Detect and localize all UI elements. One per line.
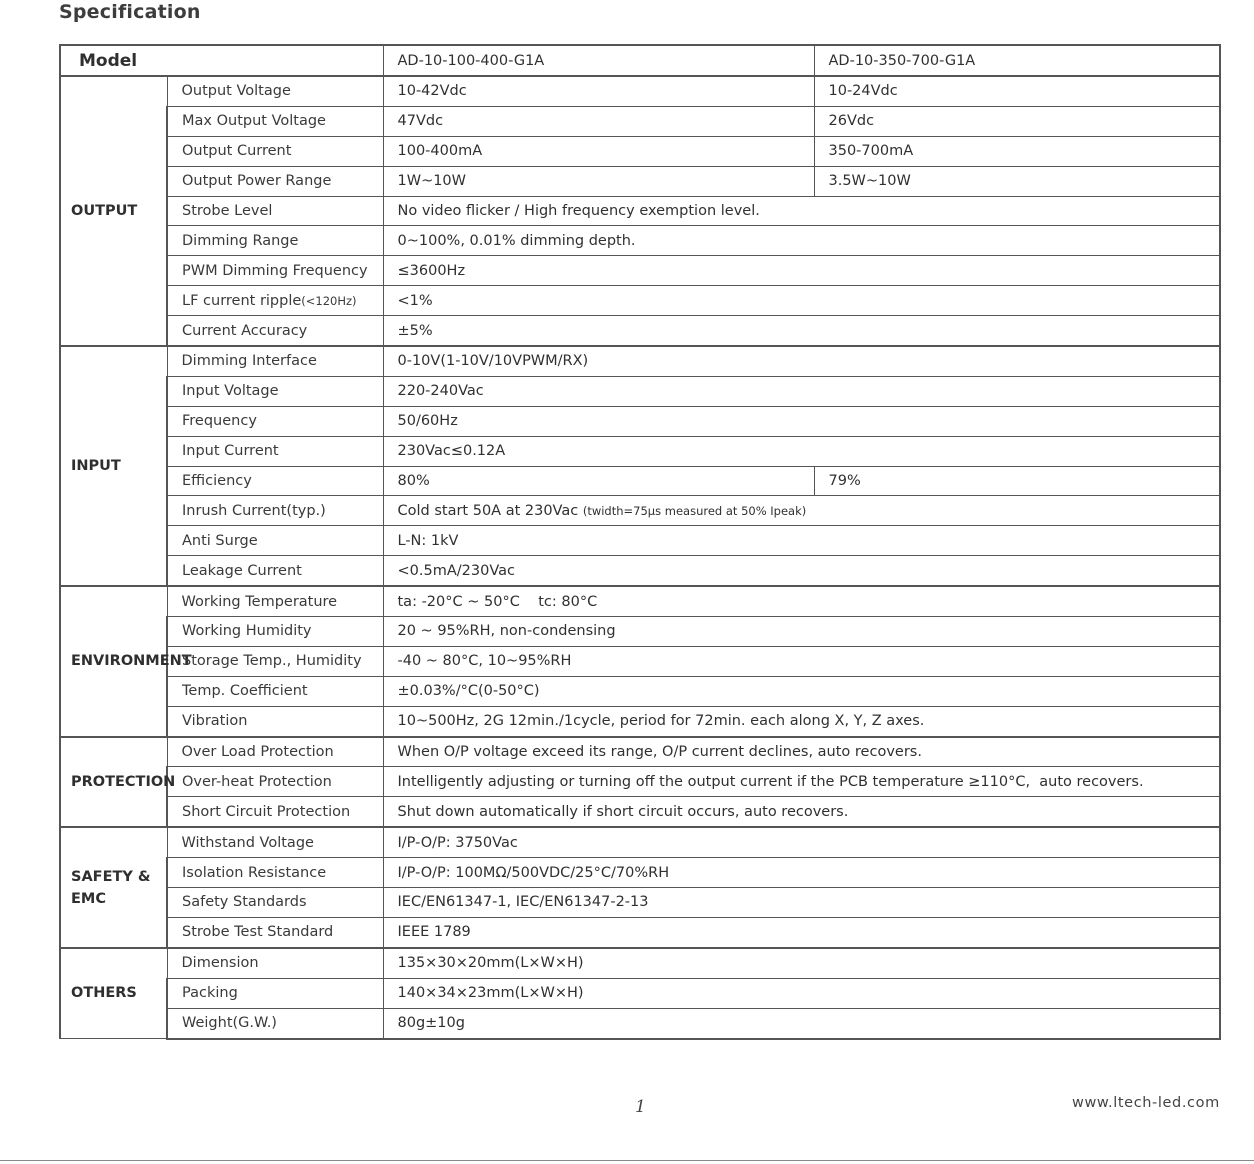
model-b-value: 79% (814, 466, 1220, 496)
parameter-name (167, 556, 383, 586)
parameter-label: Inrush Current(typ.) (182, 502, 326, 519)
parameter-name (167, 496, 383, 526)
parameter-label: Efficiency (182, 473, 252, 490)
value-cell (383, 858, 1220, 888)
parameter-label: Frequency (182, 413, 257, 430)
parameter-name (167, 106, 383, 136)
value-cell (383, 797, 1220, 827)
parameter-label: Current Accuracy (182, 322, 308, 339)
table-row (60, 827, 1220, 857)
parameter-label: Dimming Interface (181, 353, 317, 370)
value-text: L-N: 1kV (397, 532, 459, 549)
value-text: 135×30×20mm(L×W×H) (397, 955, 584, 972)
table-row (60, 526, 1220, 556)
table-row (60, 646, 1220, 676)
parameter-label: Working Temperature (181, 593, 338, 610)
table-row (60, 256, 1220, 286)
value-text: Intelligently adjusting or turning off the output current if the PCB temperature ≥110°C, auto recovers. (397, 773, 1144, 790)
parameter-name (167, 76, 383, 106)
table-header-row (60, 45, 1220, 76)
table-row (60, 978, 1220, 1008)
parameter-label: Isolation Resistance (182, 864, 327, 881)
table-row (60, 706, 1220, 736)
table-row (60, 1008, 1220, 1038)
parameter-label: Over-heat Protection (182, 773, 332, 790)
group-label: INPUT (60, 346, 167, 586)
parameter-label: Dimension (181, 955, 259, 972)
parameter-name (167, 888, 383, 918)
value-cell (383, 586, 1220, 616)
value-text: 0~100%, 0.01% dimming depth. (397, 232, 636, 249)
parameter-name (167, 948, 383, 978)
parameter-name (167, 376, 383, 406)
parameter-label: Anti Surge (182, 532, 258, 549)
parameter-name (167, 767, 383, 797)
value-cell (383, 676, 1220, 706)
table-row (60, 917, 1220, 947)
table-row (60, 436, 1220, 466)
value-text: 0-10V(1-10V/10VPWM/RX) (397, 353, 589, 370)
parameter-name (167, 586, 383, 616)
parameter-name (167, 406, 383, 436)
parameter-name (167, 436, 383, 466)
value-cell (383, 888, 1220, 918)
table-row (60, 586, 1220, 616)
value-cell (383, 406, 1220, 436)
value-cell (383, 496, 1220, 526)
value-text: I/P-O/P: 3750Vac (397, 834, 518, 851)
table-row (60, 136, 1220, 166)
parameter-label: Strobe Test Standard (182, 924, 334, 941)
table-row (60, 166, 1220, 196)
table-row (60, 196, 1220, 226)
parameter-label: Working Humidity (182, 623, 312, 640)
value-cell (383, 286, 1220, 316)
model-b-value: 26Vdc (814, 106, 1220, 136)
parameter-name (167, 136, 383, 166)
value-text: IEC/EN61347-1, IEC/EN61347-2-13 (397, 894, 649, 911)
value-cell (383, 196, 1220, 226)
model-a-name: AD-10-100-400-G1A (383, 45, 814, 76)
parameter-name (167, 617, 383, 647)
value-text: 50/60Hz (397, 413, 458, 430)
parameter-label: Output Current (182, 143, 292, 160)
table-row (60, 737, 1220, 767)
model-b-value: 10-24Vdc (814, 76, 1220, 106)
value-cell (383, 737, 1220, 767)
page-title: Specification (59, 1, 201, 23)
parameter-name (167, 706, 383, 736)
value-cell (383, 556, 1220, 586)
model-a-value: 10-42Vdc (383, 76, 814, 106)
group-label: OTHERS (60, 948, 167, 1039)
parameter-label: Leakage Current (182, 562, 302, 579)
table-row (60, 676, 1220, 706)
table-row (60, 376, 1220, 406)
value-cell (383, 978, 1220, 1008)
parameter-label: Weight(G.W.) (182, 1015, 277, 1032)
value-text: I/P-O/P: 100MΩ/500VDC/25°C/70%RH (397, 864, 670, 881)
specification-table (59, 44, 1221, 1040)
parameter-label: Input Current (182, 443, 279, 460)
value-text: -40 ~ 80°C, 10~95%RH (397, 653, 572, 670)
parameter-name (167, 978, 383, 1008)
parameter-label: Vibration (182, 713, 248, 730)
value-text: <0.5mA/230Vac (397, 562, 515, 579)
parameter-label: Input Voltage (182, 383, 279, 400)
parameter-name (167, 676, 383, 706)
parameter-name (167, 256, 383, 286)
value-text: 20 ~ 95%RH, non-condensing (397, 623, 616, 640)
model-a-value: 47Vdc (383, 106, 814, 136)
parameter-label: Output Voltage (181, 83, 291, 100)
value-text: 230Vac≤0.12A (397, 443, 506, 460)
parameter-label: Strobe Level (182, 203, 273, 219)
value-cell (383, 256, 1220, 286)
website-url: www.ltech-led.com (1072, 1095, 1220, 1111)
parameter-name (167, 827, 383, 857)
table-row (60, 767, 1220, 797)
group-label: OUTPUT (60, 76, 167, 346)
table-row (60, 556, 1220, 586)
value-text: Cold start 50A at 230Vac (397, 502, 579, 519)
parameter-name (167, 646, 383, 676)
table-row (60, 316, 1220, 346)
parameter-name (167, 196, 383, 226)
value-cell (383, 646, 1220, 676)
page-number: 1 (635, 1097, 646, 1117)
value-text: ≤3600Hz (397, 262, 466, 279)
value-text: When O/P voltage exceed its range, O/P current declines, auto recovers. (397, 744, 922, 761)
model-a-value: 80% (383, 466, 814, 496)
parameter-name (167, 1008, 383, 1038)
parameter-name (167, 858, 383, 888)
parameter-label: PWM Dimming Frequency (182, 262, 368, 279)
parameter-name (167, 917, 383, 947)
value-text: No video flicker / High frequency exemption level. (397, 203, 760, 219)
footer-divider (0, 1160, 1254, 1161)
table-row (60, 948, 1220, 978)
table-row (60, 496, 1220, 526)
table-row (60, 617, 1220, 647)
table-row (60, 797, 1220, 827)
value-cell (383, 917, 1220, 947)
value-cell (383, 1008, 1220, 1038)
parameter-name (167, 286, 383, 316)
parameter-label: Short Circuit Protection (182, 803, 351, 820)
value-text: ±5% (397, 322, 433, 339)
table-row (60, 406, 1220, 436)
value-cell (383, 316, 1220, 346)
parameter-label: Max Output Voltage (182, 113, 326, 130)
value-cell (383, 346, 1220, 376)
parameter-label: LF current ripple (182, 292, 302, 309)
parameter-label: Temp. Coefficient (182, 683, 308, 700)
value-text: 220-240Vac (397, 383, 484, 400)
group-label: ENVIRONMENT (60, 586, 167, 736)
table-row (60, 286, 1220, 316)
parameter-label: Safety Standards (182, 894, 307, 911)
table-row (60, 888, 1220, 918)
model-a-value: 100-400mA (383, 136, 814, 166)
parameter-label: Storage Temp., Humidity (182, 653, 362, 670)
value-cell (383, 436, 1220, 466)
model-b-name: AD-10-350-700-G1A (814, 45, 1220, 76)
value-cell (383, 827, 1220, 857)
model-a-value: 1W~10W (383, 166, 814, 196)
table-row (60, 106, 1220, 136)
value-text: 10~500Hz, 2G 12min./1cycle, period for 72min. each along X, Y, Z axes. (397, 713, 925, 730)
parameter-note: (<120Hz) (301, 293, 357, 308)
group-label: SAFETY & EMC (60, 827, 167, 948)
value-cell (383, 376, 1220, 406)
model-b-value: 350-700mA (814, 136, 1220, 166)
group-label: PROTECTION (60, 737, 167, 828)
value-text: <1% (397, 292, 433, 309)
value-text: Shut down automatically if short circuit occurs, auto recovers. (397, 803, 849, 820)
parameter-label: Withstand Voltage (181, 834, 314, 851)
value-text: IEEE 1789 (397, 924, 471, 941)
parameter-label: Over Load Protection (181, 744, 334, 761)
value-cell (383, 526, 1220, 556)
parameter-name (167, 737, 383, 767)
table-row (60, 466, 1220, 496)
value-cell (383, 617, 1220, 647)
value-text: 80g±10g (397, 1015, 465, 1032)
parameter-name (167, 526, 383, 556)
value-text: ±0.03%/°C(0-50°C) (397, 683, 540, 700)
value-text: 140×34×23mm(L×W×H) (397, 985, 584, 1002)
table-row (60, 858, 1220, 888)
parameter-name (167, 466, 383, 496)
table-row (60, 76, 1220, 106)
parameter-label: Output Power Range (182, 173, 332, 190)
model-label: Model (60, 45, 383, 76)
value-cell (383, 948, 1220, 978)
value-text: ta: -20°C ~ 50°C tc: 80°C (397, 593, 598, 610)
parameter-name (167, 316, 383, 346)
table-row (60, 226, 1220, 256)
value-note: (twidth=75μs measured at 50% Ipeak) (582, 503, 807, 518)
parameter-label: Dimming Range (182, 232, 299, 249)
parameter-name (167, 166, 383, 196)
parameter-name (167, 226, 383, 256)
parameter-name (167, 797, 383, 827)
parameter-label: Packing (182, 985, 238, 1002)
table-row (60, 346, 1220, 376)
value-cell (383, 226, 1220, 256)
value-cell (383, 706, 1220, 736)
model-b-value: 3.5W~10W (814, 166, 1220, 196)
parameter-name (167, 346, 383, 376)
value-cell (383, 767, 1220, 797)
